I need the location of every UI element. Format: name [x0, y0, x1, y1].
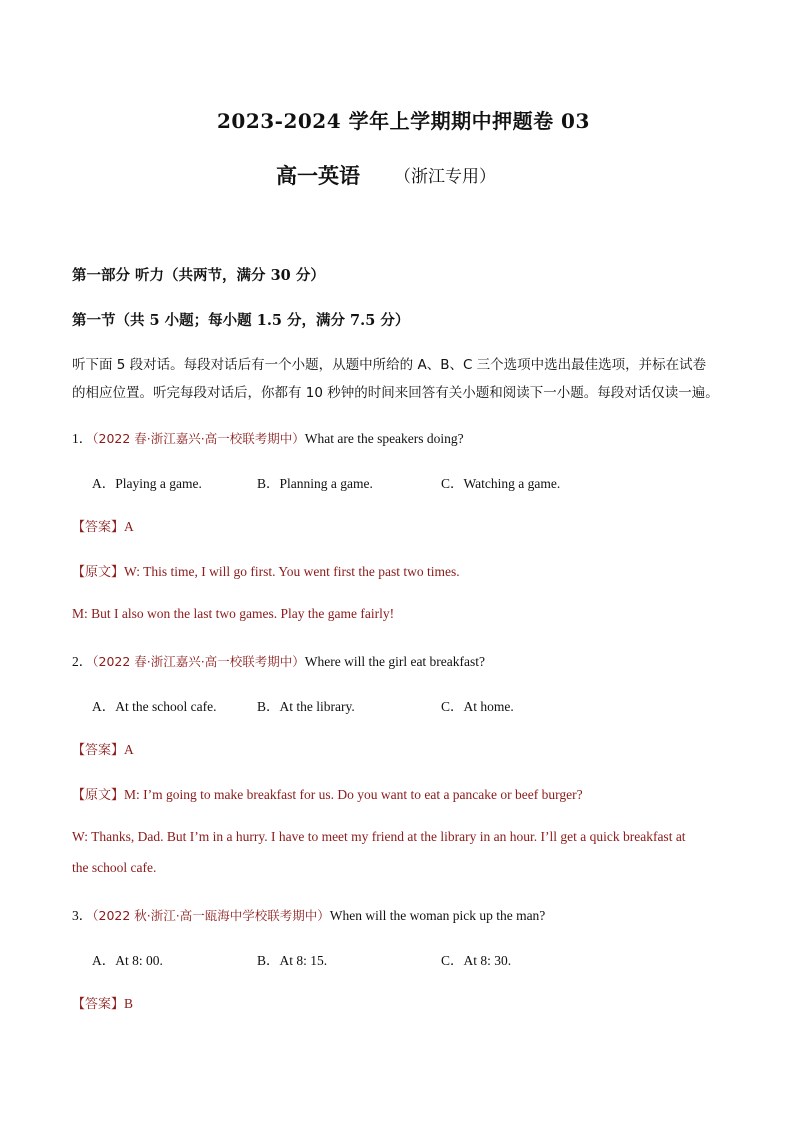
- question-number: 2．: [72, 654, 93, 669]
- answer-tag: 【答案】: [72, 520, 125, 535]
- option-c: C．Watching a game.: [441, 476, 561, 491]
- transcript-text: M: I’m going to make breakfast for us. Do you want to eat a pancake or beef burger?: [124, 787, 583, 802]
- subject-title: 高一英语: [276, 163, 360, 188]
- question-text: When will the woman pick up the man?: [329, 908, 546, 923]
- instructions-line2: 的相应位置。听完每段对话后，你都有 10 秒钟的时间来回答有关小题和阅读下一小题。每段对话仅读一遍。: [72, 385, 719, 401]
- question-source: （2022 春·浙江嘉兴·高一校联考期中）: [92, 654, 305, 669]
- answer-line: [72, 993, 133, 1012]
- question-3: [72, 904, 545, 924]
- section1-heading: 第一节（共 5 小题；每小题 1.5 分，满分 7.5 分）: [72, 312, 410, 329]
- option-b: B．Planning a game.: [257, 476, 373, 491]
- option-c: C．At 8: 30.: [441, 953, 512, 968]
- transcript-line: [72, 784, 583, 803]
- transcript-text: W: Thanks, Dad. But I’m in a hurry. I have to meet my friend at the library in an hour. I’ll get a quick breakfast at: [72, 829, 686, 844]
- option-b: B．At the library.: [257, 699, 355, 714]
- part1-heading: 第一部分 听力（共两节，满分 30 分）: [72, 267, 325, 284]
- answer-value: A: [124, 742, 134, 757]
- question-1: [72, 427, 464, 447]
- question-number: 3．: [72, 908, 93, 923]
- answer-line: [72, 739, 134, 758]
- region-note: （浙江专用）: [394, 167, 496, 187]
- answer-value: A: [124, 519, 134, 534]
- option-a: A．Playing a game.: [92, 476, 202, 491]
- transcript-tag: 【原文】: [72, 788, 125, 803]
- answer-tag: 【答案】: [72, 997, 125, 1012]
- question-2: [72, 650, 485, 670]
- transcript-tag: 【原文】: [72, 565, 125, 580]
- option-a: A．At 8: 00.: [92, 953, 163, 968]
- transcript-line: [72, 561, 460, 580]
- question-source: （2022 春·浙江嘉兴·高一校联考期中）: [92, 431, 305, 446]
- answer-line: [72, 516, 134, 535]
- transcript-text: W: This time, I will go first. You went first the past two times.: [124, 564, 460, 579]
- question-text: Where will the girl eat breakfast?: [304, 654, 486, 669]
- instructions-line1: 听下面 5 段对话。每段对话后有一个小题，从题中所给的 A、B、C 三个选项中选出最佳选项，并标在试卷: [72, 357, 707, 373]
- question-number: 1．: [72, 431, 93, 446]
- option-a: A．At the school cafe.: [92, 699, 217, 714]
- question-source: （2022 秋·浙江·高一瓯海中学校联考期中）: [92, 908, 330, 923]
- transcript-text: the school cafe.: [72, 860, 157, 875]
- answer-tag: 【答案】: [72, 743, 125, 758]
- transcript-text: M: But I also won the last two games. Play the game fairly!: [72, 606, 395, 621]
- exam-title: 2023-2024 学年上学期期中押题卷 03: [217, 109, 590, 133]
- option-c: C．At home.: [441, 699, 514, 714]
- question-text: What are the speakers doing?: [304, 431, 464, 446]
- option-b: B．At 8: 15.: [257, 953, 328, 968]
- answer-value: B: [124, 996, 134, 1011]
